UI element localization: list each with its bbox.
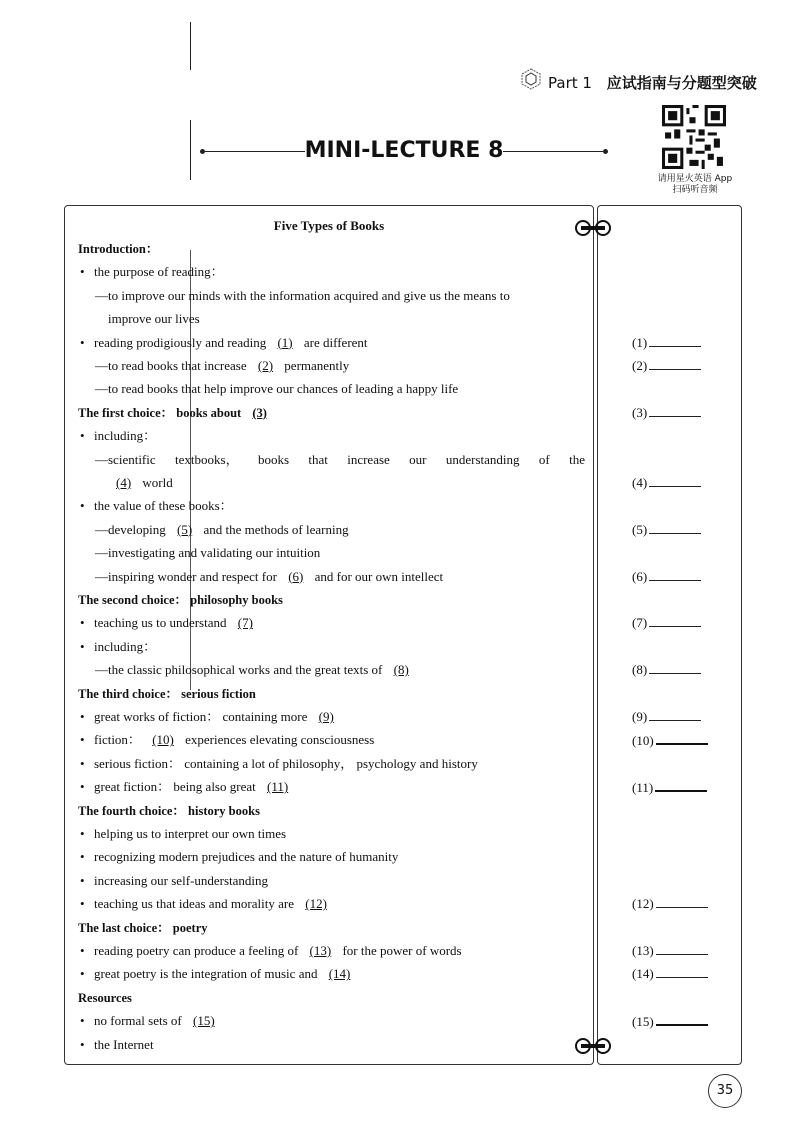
answer-line[interactable]	[649, 614, 701, 627]
line-word: that	[308, 451, 328, 467]
answer-number: (3)	[632, 404, 648, 420]
answer-number: (2)	[632, 358, 648, 373]
answer-blank[interactable]	[632, 357, 701, 374]
line-text: —to read books that help improve our chances of leading a happy life	[95, 381, 459, 397]
line-word: increase	[347, 451, 390, 467]
fill-in-blank: (15)	[192, 1013, 215, 1029]
qr-caption-line-2: 扫码听音频	[672, 185, 718, 195]
line-text: the Internet	[94, 1036, 154, 1052]
bullet-icon: •	[80, 872, 85, 888]
outline-line	[80, 497, 233, 515]
lecture-title-block	[200, 138, 608, 163]
section-heading	[78, 802, 260, 820]
line-text: —investigating and validating our intuition	[95, 545, 321, 561]
line-word: books	[257, 451, 289, 467]
bullet-icon: •	[80, 896, 85, 912]
section-heading	[78, 591, 283, 609]
answer-number: (4)	[632, 475, 648, 490]
answer-blank[interactable]	[632, 708, 701, 725]
answer-blank[interactable]	[632, 474, 701, 491]
answer-blank[interactable]	[632, 965, 708, 982]
outline-line	[80, 334, 368, 352]
line-text-after-blank: for the power of words	[339, 943, 462, 958]
outline-line	[95, 544, 320, 562]
lecture-title: MINI-LECTURE 8	[304, 138, 504, 163]
line-word: our	[409, 451, 427, 467]
binder-ring-bottom-icon	[573, 1036, 613, 1056]
line-word: understanding	[445, 451, 520, 467]
outline-line	[80, 755, 478, 773]
answer-blank[interactable]	[632, 895, 708, 912]
fill-in-blank: (1)	[277, 334, 293, 350]
answer-line[interactable]	[649, 357, 701, 370]
outline-line	[95, 380, 458, 398]
outline-line	[95, 287, 510, 305]
answer-number: (6)	[632, 568, 648, 584]
document-title: Five Types of Books	[273, 218, 385, 233]
line-text: The fourth choice： history books	[78, 803, 260, 818]
hexagon-icon	[520, 68, 542, 90]
part-subtitle: 应试指南与分题型突破	[606, 74, 757, 92]
line-text: the purpose of reading：	[94, 264, 224, 280]
bullet-icon: •	[80, 638, 85, 654]
section-heading	[78, 685, 256, 703]
outline-line	[80, 1036, 154, 1054]
section-heading	[78, 989, 132, 1007]
bullet-icon: •	[80, 498, 85, 514]
fill-in-blank: (4)	[116, 475, 132, 490]
fill-in-blank: (12)	[305, 896, 327, 912]
line-text-before-blank: reading poetry can produce a feeling of	[94, 943, 302, 958]
fill-in-blank: (2)	[257, 358, 274, 373]
line-word: —scientific	[95, 451, 156, 467]
title-dot-right	[603, 149, 608, 154]
bullet-icon: •	[80, 1013, 85, 1029]
line-text: Resources	[78, 990, 132, 1005]
answer-blank[interactable]	[632, 1012, 708, 1030]
answer-blank[interactable]	[632, 778, 707, 796]
line-text-before-blank: teaching us that ideas and morality are	[94, 896, 298, 912]
answer-blank[interactable]	[632, 404, 701, 421]
line-text: recognizing modern prejudices and the nature of humanity	[94, 849, 399, 865]
bullet-icon: •	[80, 826, 85, 841]
outline-line	[80, 731, 374, 749]
line-text-after-blank: world	[139, 475, 173, 490]
line-text-after-blank: experiences elevating consciousness	[181, 732, 375, 748]
line-text-after-blank: and the methods of learning	[200, 521, 349, 537]
line-text-before-blank: The first choice： books about	[78, 405, 245, 420]
outline-line	[80, 614, 261, 632]
line-text: —to improve our minds with the information acquired and give us the means to	[95, 287, 510, 303]
answer-line[interactable]	[649, 708, 701, 721]
line-text: including：	[94, 428, 157, 444]
line-text-after-blank: are different	[300, 334, 368, 350]
bullet-icon: •	[80, 615, 85, 631]
outline-line	[80, 825, 286, 843]
answer-number: (9)	[632, 709, 648, 724]
line-text: the value of these books：	[94, 498, 233, 514]
answer-blank[interactable]	[632, 568, 701, 585]
bullet-icon: •	[80, 334, 85, 350]
fill-in-blank: (3)	[252, 405, 267, 420]
fill-in-blank: (5)	[177, 521, 193, 537]
title-rule-right	[503, 151, 603, 152]
title-divider-line	[190, 120, 191, 180]
outline-line	[80, 942, 462, 960]
line-text: increasing our self-understanding	[94, 872, 269, 888]
fill-in-blank: (7)	[237, 615, 253, 631]
bullet-icon: •	[80, 966, 85, 982]
header-divider-line	[190, 22, 191, 70]
section-heading	[78, 404, 275, 422]
outline-line	[80, 778, 296, 796]
line-text: The second choice： philosophy books	[78, 593, 283, 607]
bullet-icon: •	[80, 709, 85, 724]
outline-line	[108, 310, 200, 328]
outline-line	[80, 708, 342, 726]
answer-number: (10)	[632, 733, 654, 749]
bullet-icon: •	[80, 755, 85, 771]
answer-line[interactable]	[655, 778, 707, 792]
qr-caption-line-1: 请用星火英语 App	[657, 174, 733, 184]
line-text-before-blank: reading prodigiously and reading	[94, 334, 270, 350]
line-text-after-blank: and for our own intellect	[311, 568, 444, 584]
part-label: Part 1	[548, 74, 592, 92]
page-number: 35	[708, 1074, 742, 1108]
answer-number: (13)	[632, 943, 654, 958]
answer-line[interactable]	[649, 661, 701, 674]
line-text-before-blank: fiction：	[94, 732, 145, 748]
answer-number: (7)	[632, 615, 648, 631]
fill-in-blank: (9)	[318, 709, 334, 724]
answer-blank[interactable]	[632, 334, 701, 351]
answer-line[interactable]	[656, 965, 708, 978]
line-text-before-blank: —the classic philosophical works and the great texts of	[95, 662, 386, 678]
line-text-before-blank: —developing	[95, 521, 170, 537]
qr-code-icon	[662, 105, 726, 169]
answer-line[interactable]	[656, 731, 708, 745]
answer-line[interactable]	[649, 404, 701, 417]
line-text-before-blank: no formal sets of	[94, 1013, 185, 1029]
line-word: of	[538, 451, 550, 467]
answer-line[interactable]	[649, 568, 701, 581]
qr-caption	[650, 174, 740, 196]
fill-in-blank: (11)	[266, 779, 289, 795]
answer-number: (1)	[632, 334, 648, 350]
line-text-before-blank: great works of fiction： containing more	[94, 709, 311, 724]
outline-line	[80, 638, 156, 656]
bullet-icon: •	[80, 428, 85, 444]
line-text-before-blank: great poetry is the integration of music and	[94, 966, 321, 982]
bullet-icon: •	[80, 943, 85, 958]
answer-line[interactable]	[649, 521, 701, 534]
answer-line[interactable]	[656, 1012, 708, 1026]
line-text-before-blank: teaching us to understand	[94, 615, 230, 631]
answer-blank[interactable]	[632, 731, 708, 749]
outline-line	[80, 848, 398, 866]
line-text: Introduction：	[78, 242, 159, 256]
outline-line	[80, 965, 358, 983]
outline-line	[80, 427, 156, 445]
answer-line[interactable]	[649, 334, 701, 347]
outline-line	[108, 474, 173, 492]
line-text-after-blank: permanently	[281, 358, 350, 373]
line-text-before-blank: great fiction： being also great	[94, 779, 259, 795]
outline-line	[80, 263, 224, 281]
answer-number: (12)	[632, 896, 654, 912]
line-word: textbooks，	[175, 451, 239, 467]
fill-in-blank: (6)	[288, 568, 304, 584]
answer-number: (11)	[632, 780, 654, 796]
answer-number: (14)	[632, 966, 654, 982]
line-text-before-blank: —to read books that increase	[95, 358, 250, 373]
outline-line	[95, 661, 417, 679]
answer-blank[interactable]	[632, 942, 708, 959]
fill-in-blank: (14)	[328, 966, 351, 982]
outline-line	[95, 357, 349, 375]
bullet-icon: •	[80, 264, 85, 280]
answer-line[interactable]	[649, 474, 701, 487]
answer-blank[interactable]	[632, 614, 701, 631]
line-text: The third choice： serious fiction	[78, 686, 256, 701]
outline-line	[80, 1012, 223, 1030]
bullet-icon: •	[80, 849, 85, 865]
section-heading	[78, 240, 158, 258]
line-text: helping us to interpret our own times	[94, 826, 287, 841]
outline-line	[80, 895, 335, 913]
line-text-before-blank: —inspiring wonder and respect for	[95, 568, 281, 584]
section-heading	[78, 919, 208, 937]
bullet-icon: •	[80, 1036, 85, 1052]
bullet-icon: •	[80, 779, 85, 795]
line-text: including：	[94, 638, 157, 654]
outline-line	[95, 521, 349, 539]
fill-in-blank: (10)	[152, 732, 174, 748]
answer-blank[interactable]	[632, 661, 701, 678]
line-text: improve our lives	[108, 311, 200, 327]
section-header	[520, 72, 757, 93]
fill-in-blank: (8)	[393, 662, 409, 678]
answer-number: (15)	[632, 1014, 654, 1030]
outline-line	[95, 568, 443, 586]
bullet-icon: •	[80, 732, 85, 748]
answer-blank[interactable]	[632, 521, 701, 538]
answer-line[interactable]	[656, 895, 708, 908]
line-word: the	[569, 451, 585, 467]
line-text: serious fiction： containing a lot of philosophy， psychology and history	[94, 755, 478, 771]
answer-line[interactable]	[656, 942, 708, 955]
answer-number: (5)	[632, 521, 648, 537]
line-text: The last choice： poetry	[78, 920, 208, 935]
fill-in-blank: (13)	[309, 943, 332, 958]
outline-line	[80, 872, 268, 890]
outline-line	[95, 451, 585, 469]
answer-number: (8)	[632, 662, 648, 678]
title-rule-left	[205, 151, 305, 152]
